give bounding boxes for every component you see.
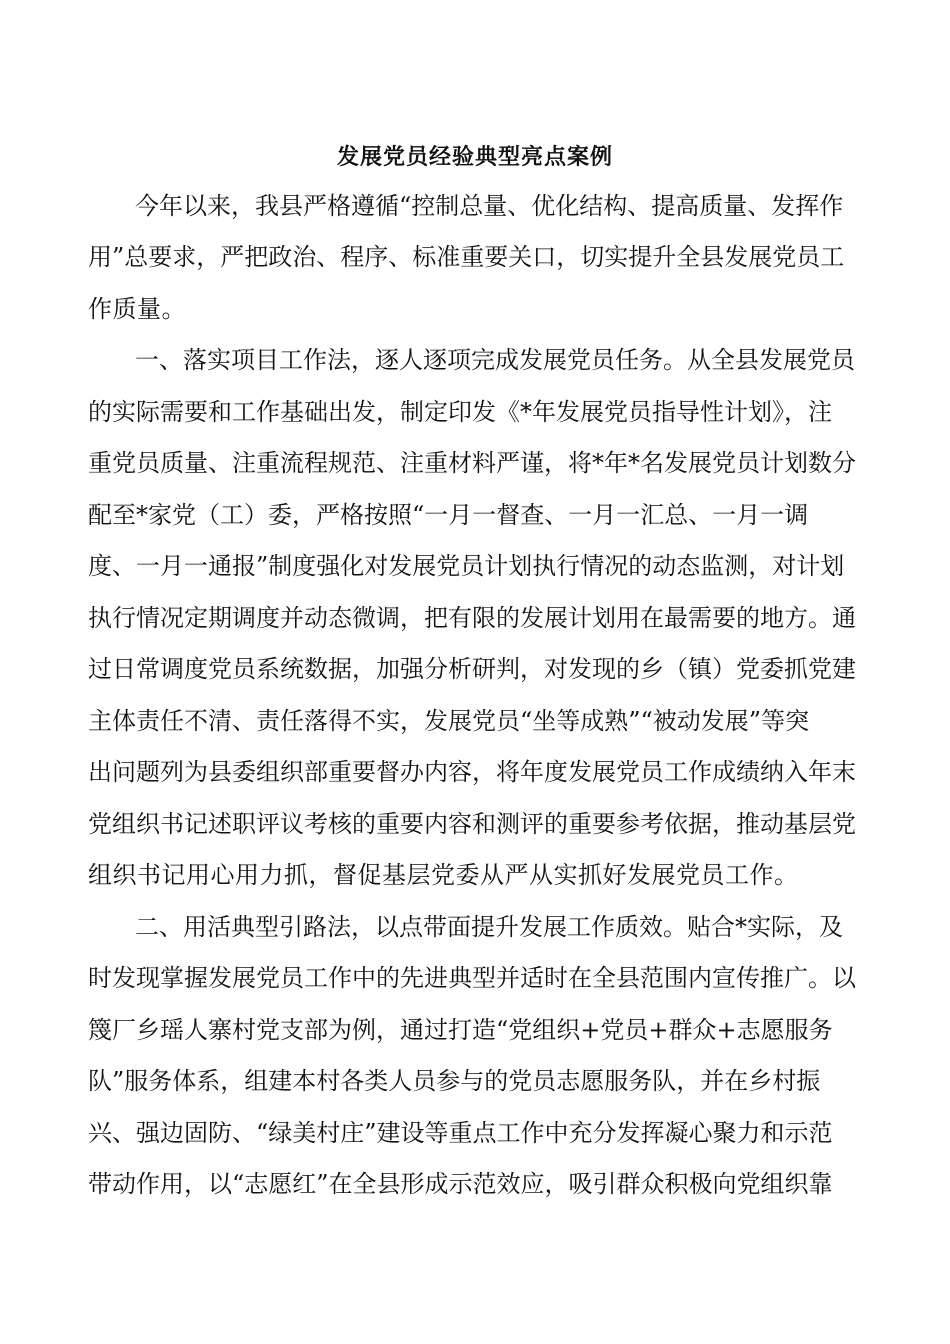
paragraph-line: 配至*家党（工）委，严格按照“一月一督查、一月一汇总、一月一调 xyxy=(88,501,809,529)
document-title: 发展党员经验典型亮点案例 xyxy=(336,144,613,170)
paragraph-line: 时发现掌握发展党员工作中的先进典型并适时在全县范围内宣传推广。以 xyxy=(88,964,856,992)
paragraph-line: 度、一月一通报”制度强化对发展党员计划执行情况的动态监测，对计划 xyxy=(88,552,845,580)
paragraph-line: 今年以来，我县严格遵循“控制总量、优化结构、提高质量、发挥作 xyxy=(135,192,844,220)
paragraph-line: 重党员质量、注重流程规范、注重材料严谨，将*年*名发展党员计划数分 xyxy=(88,449,856,477)
paragraph-line: 带动作用，以“志愿红”在全县形成示范效应，吸引群众积极向党组织靠 xyxy=(88,1170,833,1198)
paragraph-line: 一、落实项目工作法，逐人逐项完成发展党员任务。从全县发展党员 xyxy=(135,346,855,374)
paragraph-line: 兴、强边固防、“绿美村庄”建设等重点工作中充分发挥凝心聚力和示范 xyxy=(88,1119,833,1147)
paragraph-line: 用”总要求，严把政治、程序、标准重要关口，切实提升全县发展党员工 xyxy=(88,243,845,271)
paragraph-line: 的实际需要和工作基础出发，制定印发《*年发展党员指导性计划》，注 xyxy=(88,398,832,426)
paragraph-line: 主体责任不清、责任落得不实，发展党员“坐等成熟”“被动发展”等突 xyxy=(88,707,810,735)
paragraph-line: 党组织书记述职评议考核的重要内容和测评的重要参考依据，推动基层党 xyxy=(88,810,856,838)
paragraph-line: 二、用活典型引路法，以点带面提升发展工作质效。贴合*实际，及 xyxy=(135,913,843,941)
paragraph-line: 作质量。 xyxy=(88,295,186,323)
paragraph-line: 执行情况定期调度并动态微调，把有限的发展计划用在最需要的地方。通 xyxy=(88,604,856,632)
paragraph-line: 出问题列为县委组织部重要督办内容，将年度发展党员工作成绩纳入年末 xyxy=(88,758,856,786)
paragraph-line: 篾厂乡瑶人寨村党支部为例，通过打造“党组织+党员+群众+志愿服务 xyxy=(88,1016,833,1044)
paragraph-line: 组织书记用心用力抓，督促基层党委从严从实抓好发展党员工作。 xyxy=(88,861,799,889)
paragraph-line: 队”服务体系，组建本村各类人员参与的党员志愿服务队，并在乡村振 xyxy=(88,1067,821,1095)
paragraph-line: 过日常调度党员系统数据，加强分析研判，对发现的乡（镇）党委抓党建 xyxy=(88,655,856,683)
